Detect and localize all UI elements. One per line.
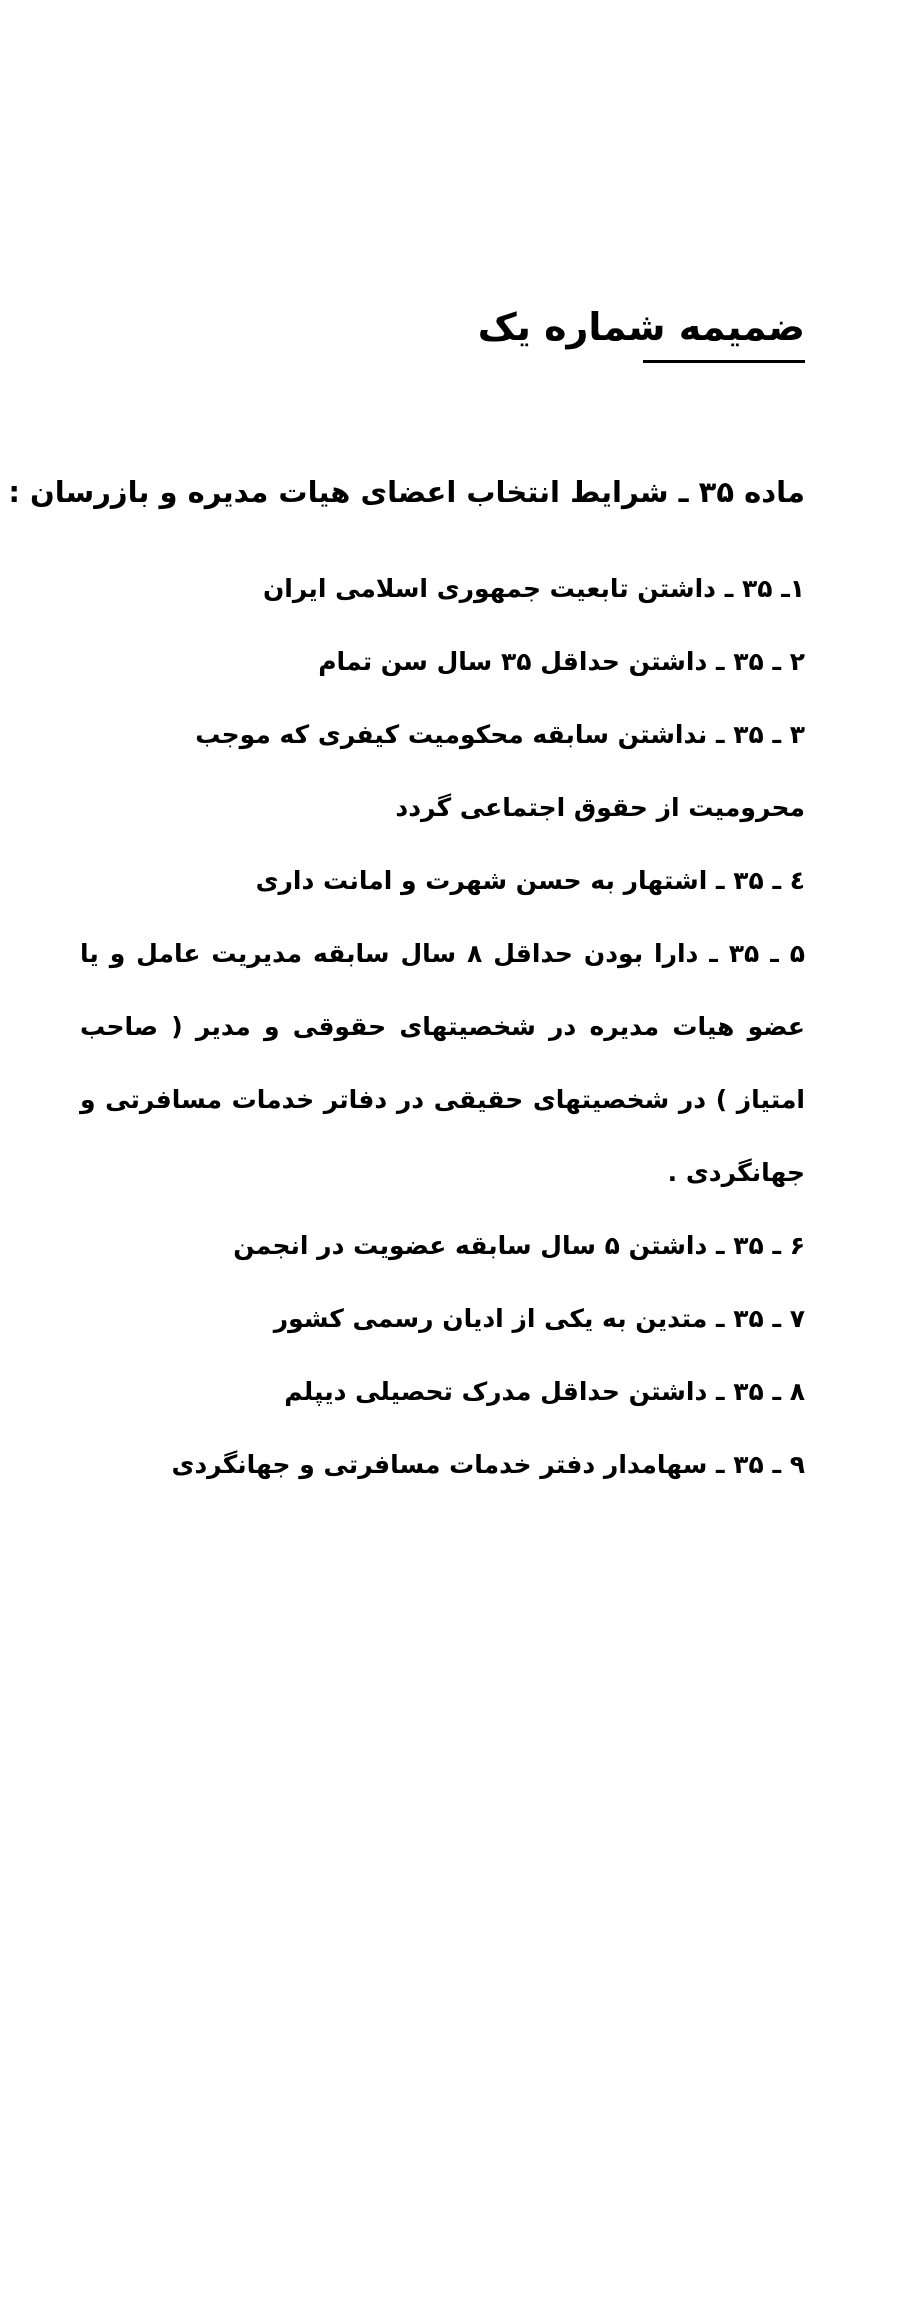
list-item: ٤ ـ ۳۵ ـ اشتهار به حسن شهرت و امانت داری [255,866,805,895]
list-item: ۱ـ ۳۵ ـ داشتن تابعیت جمهوری اسلامی ایران [262,574,805,603]
list-item: ۲ ـ ۳۵ ـ داشتن حداقل ۳۵ سال سن تمام [318,647,805,676]
list-item: ۷ ـ ۳۵ ـ متدین به یکی از ادیان رسمی کشور [273,1304,805,1333]
list-item: ۸ ـ ۳۵ ـ داشتن حداقل مدرک تحصیلی دیپلم [284,1377,805,1406]
list-item: ۳ ـ ۳۵ ـ نداشتن سابقه محکومیت کیفری که موجب محرومیت از حقوق اجتماعی گردد [195,720,805,822]
list-item: ۶ ـ ۳۵ ـ داشتن ۵ سال سابقه عضویت در انجمن [233,1231,805,1260]
heading-underline [643,360,805,363]
conditions-list [80,552,805,1501]
appendix-heading: ضمیمه شماره یک [477,305,805,349]
list-item: ۵ ـ ۳۵ ـ دارا بودن حداقل ۸ سال سابقه مدیریت عامل و یا عضو هیات مدیره در شخصیتهای حقوقی و مدیر ( صاحب امتیاز ) در شخصیتهای حقیقی در دفاتر خدمات مسافرتی و جهانگردی . [80,939,805,1187]
article-title: ماده ۳۵ ـ شرایط انتخاب اعضای هیات مدیره و بازرسان : [8,475,805,509]
list-item: ۹ ـ ۳۵ ـ سهامدار دفتر خدمات مسافرتی و جهانگردی [171,1450,805,1479]
